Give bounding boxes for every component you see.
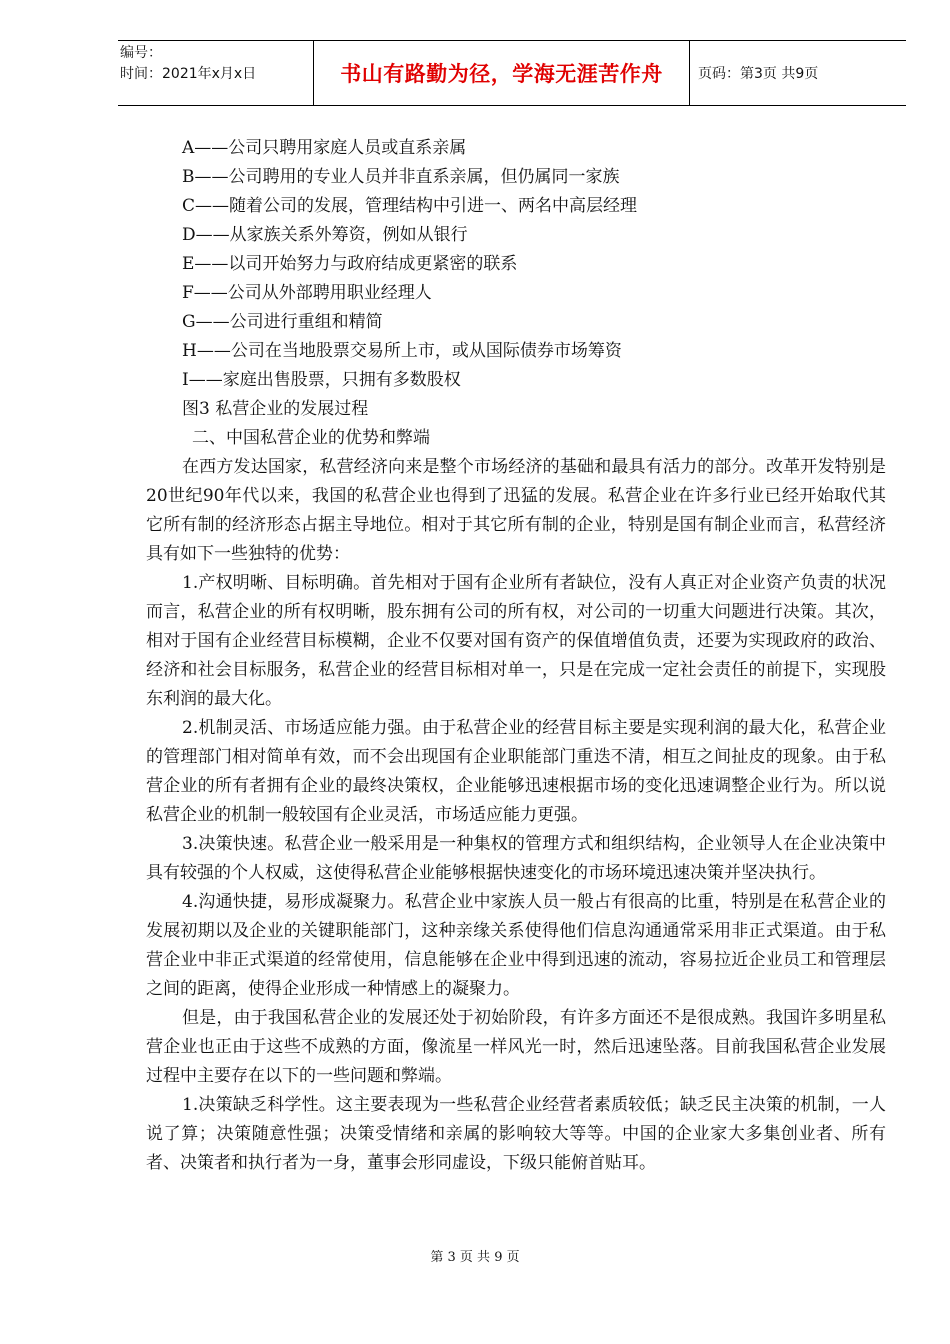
list-item: D——从家族关系外筹资，例如从银行 (182, 225, 468, 245)
time-label: 时间：2021年x月x日 (120, 66, 257, 82)
list-item: C——随着公司的发展，管理结构中引进一、两名中高层经理 (182, 196, 638, 216)
paragraph: 在西方发达国家，私营经济向来是整个市场经济的基础和最具有活力的部分。改革开发特别是20世纪90年代以来，我国的私营企业也得到了迅猛的发展。私营企业在许多行业已经开始取代其它所有制的经济形态占据主导地位。相对于其它所有制的企业，特别是国有制企业而言，私营经济具有如下一些独特的优势： (146, 457, 886, 564)
list-item: B——公司聘用的专业人员并非直系亲属，但仍属同一家族 (182, 167, 620, 187)
list-item: A——公司只聘用家庭人员或直系亲属 (182, 138, 467, 158)
figure-caption: 图3 私营企业的发展过程 (182, 399, 369, 419)
list-item: H——公司在当地股票交易所上市，或从国际债券市场筹资 (182, 341, 622, 361)
code-label: 编号： (120, 45, 162, 61)
header-meta (118, 41, 314, 105)
list-item: E——以司开始努力与政府结成更紧密的联系 (182, 254, 518, 274)
document-body (146, 134, 886, 1178)
paragraph: 但是，由于我国私营企业的发展还处于初始阶段，有许多方面还不是很成熟。我国许多明星私营企业也正由于这些不成熟的方面，像流星一样风光一时，然后迅速坠落。目前我国私营企业发展过程中主要存在以下的一些问题和弊端。 (146, 1008, 886, 1086)
paragraph: 3.决策快速。私营企业一般采用是一种集权的管理方式和组织结构，企业领导人在企业决策中具有较强的个人权威，这使得私营企业能够根据快速变化的市场环境迅速决策并坚决执行。 (146, 834, 886, 883)
list-item: I——家庭出售股票，只拥有多数股权 (182, 370, 461, 390)
paragraph: 2.机制灵活、市场适应能力强。由于私营企业的经营目标主要是实现利润的最大化，私营企业的管理部门相对简单有效，而不会出现国有企业职能部门重迭不清，相互之间扯皮的现象。由于私营企业的所有者拥有企业的最终决策权，企业能够迅速根据市场的变化迅速调整企业行为。所以说私营企业的机制一般较国有企业灵活，市场适应能力更强。 (146, 718, 886, 825)
header-motto: 书山有路勤为径，学海无涯苦作舟 (340, 62, 663, 86)
section-heading: 二、中国私营企业的优势和弊端 (192, 428, 430, 448)
header-motto-cell (314, 41, 690, 105)
header-page-info: 页码：第3页 共9页 (698, 66, 819, 82)
page-footer: 第 3 页 共 9 页 (430, 1250, 520, 1265)
list-item: G——公司进行重组和精简 (182, 312, 383, 332)
paragraph: 4.沟通快捷，易形成凝聚力。私营企业中家族人员一般占有很高的比重，特别是在私营企业的发展初期以及企业的关键职能部门，这种亲缘关系使得他们信息沟通通常采用非正式渠道。由于私营企业中非正式渠道的经常使用，信息能够在企业中得到迅速的流动，容易拉近企业员工和管理层之间的距离，使得企业形成一种情感上的凝聚力。 (146, 892, 886, 999)
page-header (118, 40, 906, 106)
list-item: F——公司从外部聘用职业经理人 (182, 283, 432, 303)
paragraph: 1.决策缺乏科学性。这主要表现为一些私营企业经营者素质较低；缺乏民主决策的机制，一人说了算；决策随意性强；决策受情绪和亲属的影响较大等等。中国的企业家大多集创业者、所有者、决策者和执行者为一身，董事会形同虚设，下级只能俯首贴耳。 (146, 1095, 886, 1173)
paragraph: 1.产权明晰、目标明确。首先相对于国有企业所有者缺位，没有人真正对企业资产负责的状况而言，私营企业的所有权明晰，股东拥有公司的所有权，对公司的一切重大问题进行决策。其次，相对于国有企业经营目标模糊，企业不仅要对国有资产的保值增值负责，还要为实现政府的政治、经济和社会目标服务，私营企业的经营目标相对单一，只是在完成一定社会责任的前提下，实现股东利润的最大化。 (146, 573, 886, 709)
